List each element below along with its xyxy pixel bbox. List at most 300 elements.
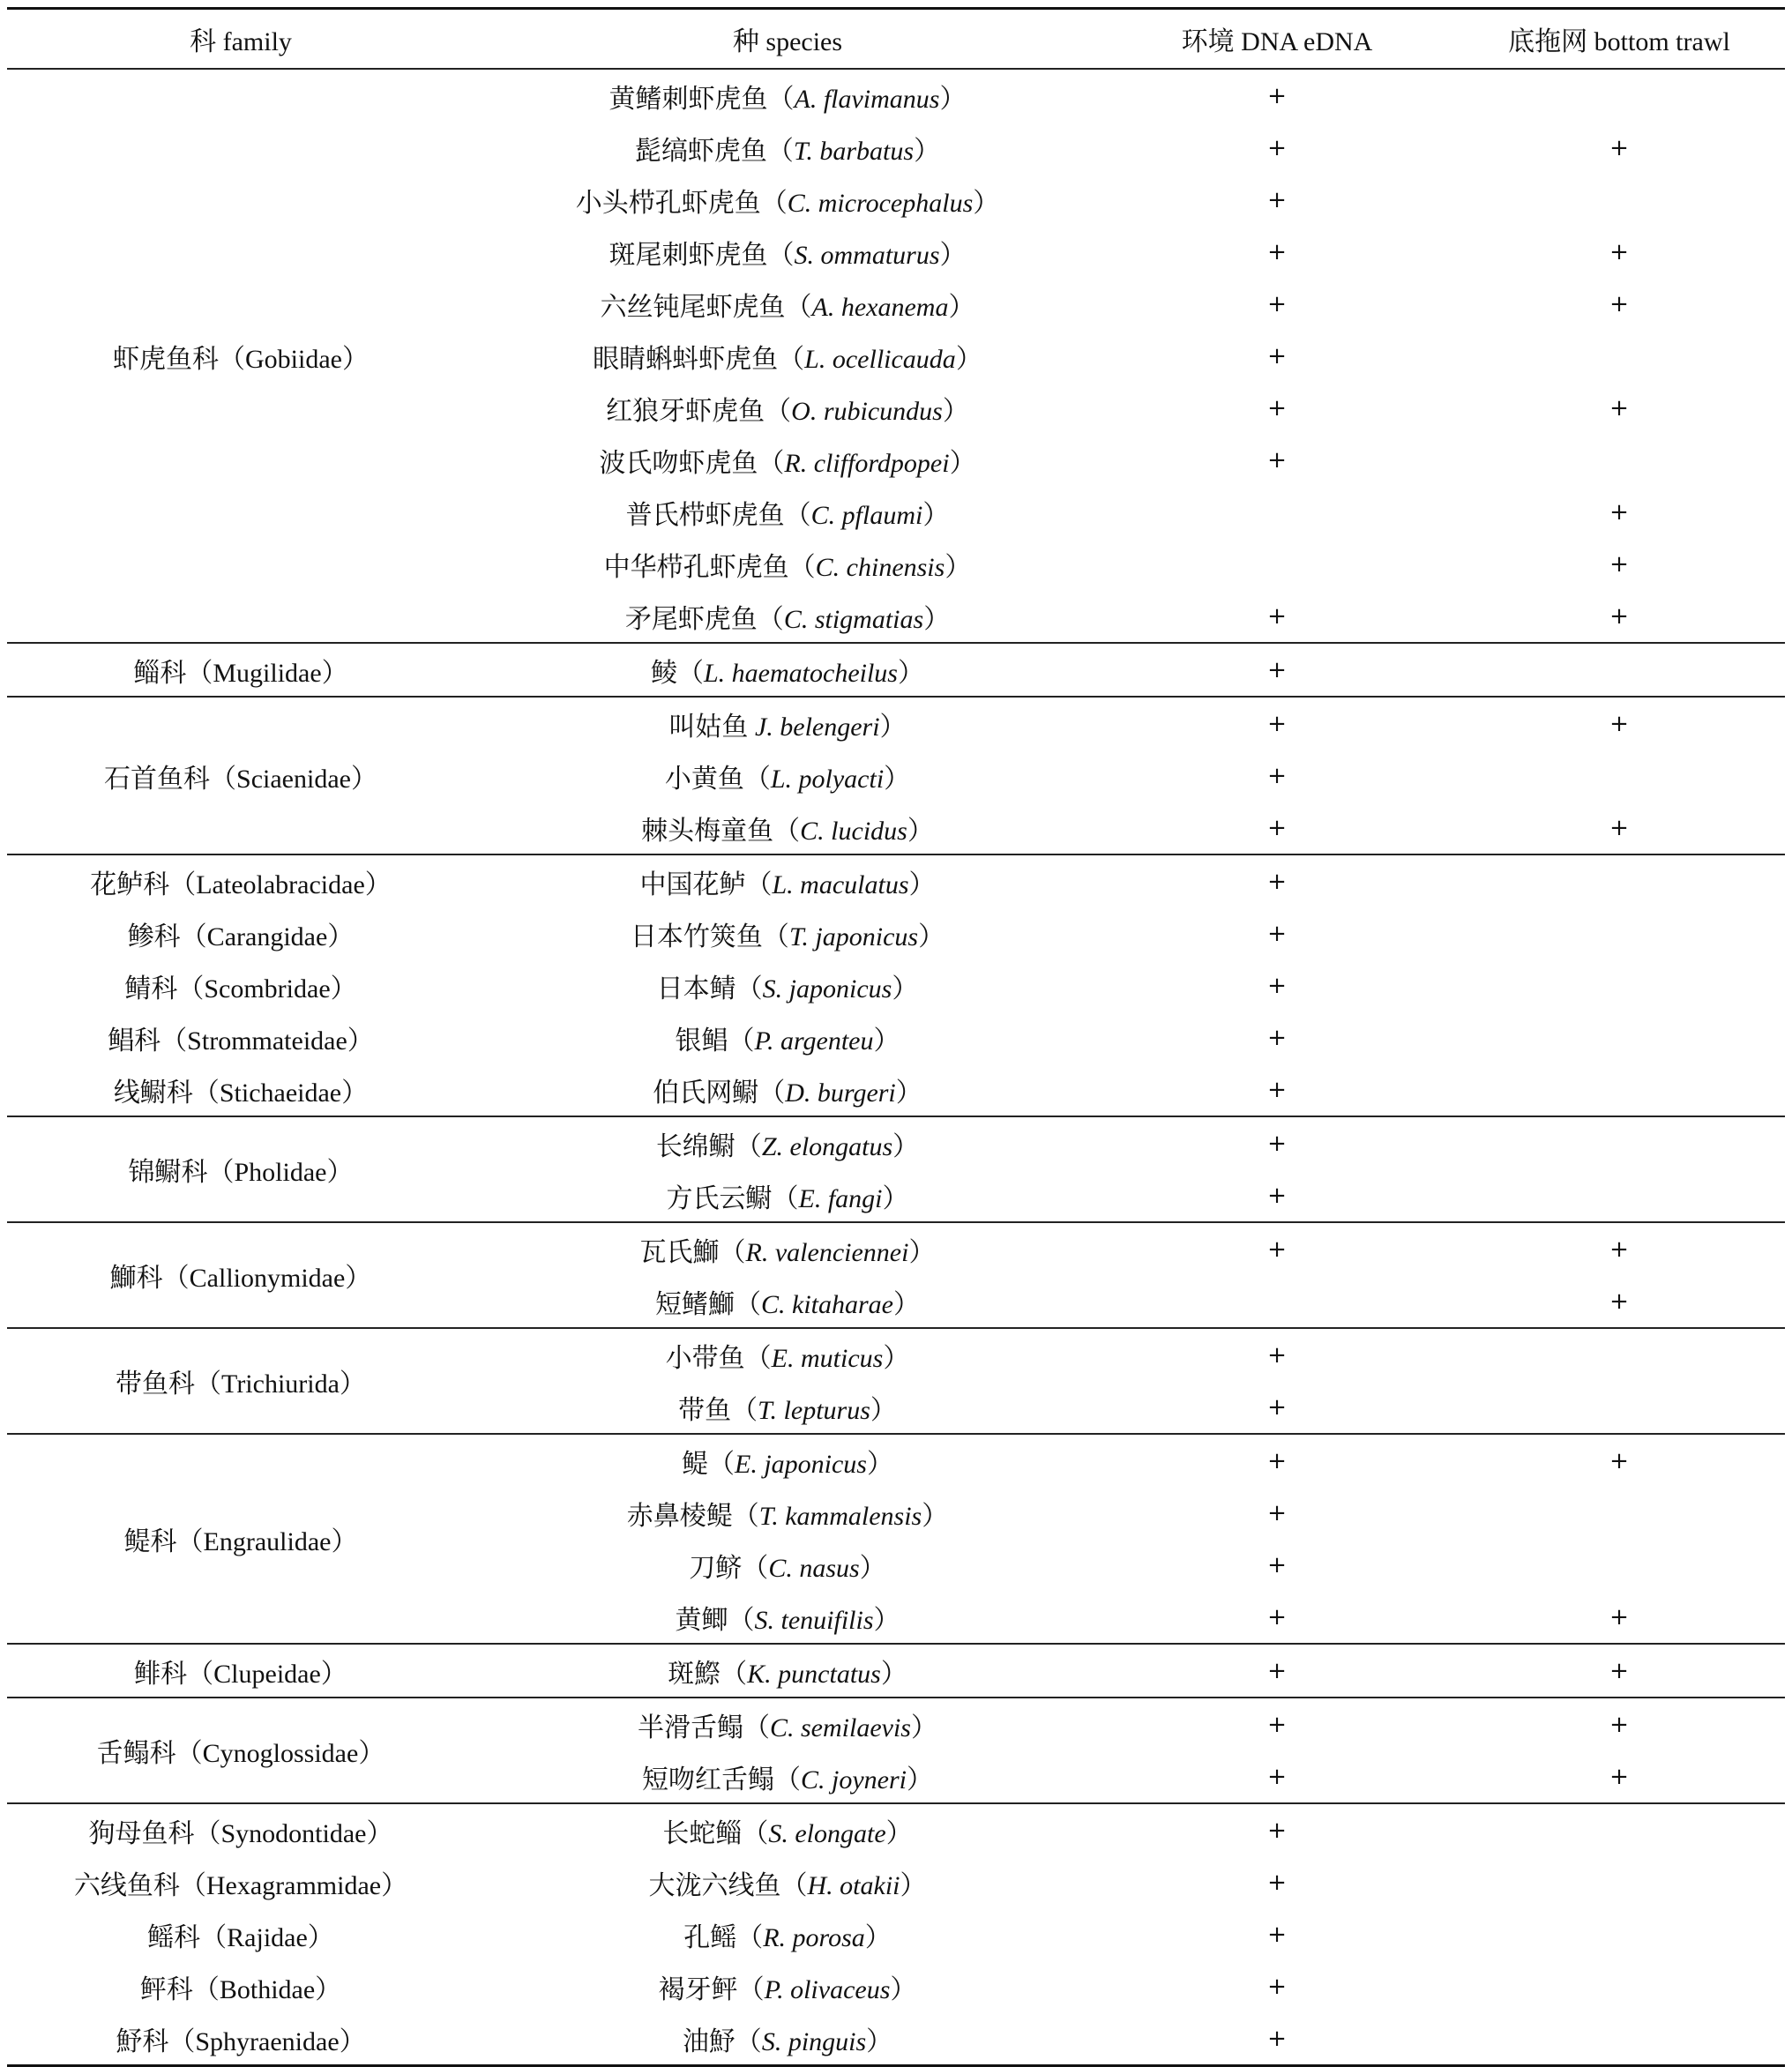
edna-mark: + [1267, 972, 1287, 999]
species-cell [474, 174, 1101, 226]
trawl-mark: + [1609, 134, 1629, 161]
trawl-mark [1453, 1116, 1785, 1169]
family-cell: 线鳚科（Stichaeidae） [113, 1078, 369, 1108]
species-close-paren: ） [873, 1026, 900, 1056]
species-chinese-name: 方氏云鳚（ [666, 1183, 799, 1213]
species-scientific-name: S. pinguis [761, 2026, 867, 2056]
species-table-document [7, 7, 1785, 2067]
species-chinese-name: 波氏吻虾虎鱼（ [599, 448, 785, 478]
trawl-mark: + [1609, 550, 1629, 578]
species-close-paren: ） [892, 974, 919, 1004]
header-species: 种 species [732, 27, 843, 56]
family-cell: 鰤科（Callionymidae） [7, 1222, 474, 1328]
trawl-mark [1453, 330, 1785, 382]
species-cell [474, 750, 1101, 802]
species-close-paren: ） [864, 1922, 892, 1952]
table-body [7, 69, 1785, 2066]
species-scientific-name: T. barbatus [793, 136, 915, 166]
species-name [601, 285, 975, 324]
species-name [656, 1124, 919, 1163]
species-close-paren: ） [900, 1870, 927, 1900]
species-cell [474, 2012, 1101, 2066]
species-close-paren: ） [939, 84, 967, 114]
species-name [683, 1915, 892, 1954]
species-scientific-name: C. chinensis [815, 552, 945, 582]
species-close-paren: ） [884, 764, 911, 794]
species-cell [474, 486, 1101, 538]
edna-mark: + [1267, 1921, 1287, 1948]
family-cell: 魣科（Sphyraenidae） [7, 2012, 474, 2066]
species-cell [474, 1487, 1101, 1539]
trawl-mark: + [1609, 238, 1629, 265]
species-chinese-name: 普氏栉虾虎鱼（ [625, 500, 811, 530]
edna-mark: + [1101, 1116, 1453, 1169]
edna-mark: + [1267, 1076, 1287, 1103]
species-chinese-name: 日本竹筴鱼（ [630, 922, 789, 951]
edna-mark: + [1267, 446, 1287, 474]
species-scientific-name: T. kammalensis [758, 1501, 922, 1531]
species-close-paren: ） [948, 292, 975, 322]
table-row [7, 1328, 1785, 1381]
species-name [668, 705, 906, 743]
species-chinese-name: 六丝钝尾虾虎鱼（ [600, 292, 812, 322]
family-cell: 鲻科（Mugilidae） [7, 643, 474, 697]
trawl-mark: + [1609, 1287, 1629, 1315]
trawl-mark [1453, 907, 1785, 959]
trawl-mark [1453, 2012, 1785, 2066]
family-cell: 狗母鱼科（Synodontidae） [7, 1803, 474, 1856]
table-row [7, 907, 1785, 959]
species-scientific-name: K. punctatus [747, 1659, 881, 1689]
species-cell [474, 1591, 1101, 1644]
species-name [642, 1757, 933, 1796]
species-name [655, 1282, 920, 1321]
species-close-paren: ） [890, 1974, 917, 2004]
trawl-mark [1453, 1856, 1785, 1908]
species-name [606, 389, 969, 428]
edna-mark: + [1267, 1499, 1287, 1526]
species-name [626, 493, 950, 532]
species-close-paren: ） [907, 1765, 933, 1795]
species-chinese-name: 小头栉孔虾虎鱼（ [575, 188, 788, 218]
species-cell [474, 643, 1101, 697]
species-name [640, 1230, 936, 1269]
edna-mark: + [1101, 1328, 1453, 1381]
species-cell [474, 434, 1101, 486]
edna-mark: + [1267, 394, 1287, 422]
species-close-paren: ） [880, 1659, 907, 1689]
table-row [7, 1908, 1785, 1960]
species-cell [474, 1169, 1101, 1222]
species-cell [474, 1803, 1101, 1856]
species-cell [474, 1063, 1101, 1116]
species-table [7, 7, 1785, 2067]
species-scientific-name: D. burgeri [785, 1078, 896, 1108]
species-cell [474, 1698, 1101, 1750]
species-cell [474, 959, 1101, 1011]
species-close-paren: ） [922, 1501, 949, 1531]
species-name [657, 966, 919, 1005]
trawl-mark: + [1609, 1603, 1629, 1630]
trawl-mark: + [1609, 394, 1629, 422]
family-cell: 六线鱼科（Hexagrammidae） [73, 1870, 408, 1900]
species-name [635, 129, 940, 168]
trawl-mark [1453, 1803, 1785, 1856]
edna-mark: + [1267, 186, 1287, 213]
species-close-paren: ） [897, 658, 924, 688]
species-close-paren: ） [923, 604, 951, 634]
species-scientific-name: P. argenteu [754, 1026, 874, 1056]
species-chinese-name: 髭缟虾虎鱼（ [634, 136, 794, 166]
header-row [7, 9, 1785, 70]
species-chinese-name: 红狼牙虾虎鱼（ [606, 396, 792, 426]
family-cell: 带鱼科（Trichiurida） [7, 1328, 474, 1434]
trawl-mark: + [1453, 1222, 1785, 1275]
species-cell [474, 1750, 1101, 1803]
species-close-paren: ） [973, 188, 1000, 218]
table-row [7, 1698, 1785, 1750]
edna-mark: + [1267, 920, 1287, 947]
family-cell: 鲭科（Scombridae） [124, 974, 357, 1004]
trawl-mark [1453, 1908, 1785, 1960]
species-cell [474, 854, 1101, 907]
species-scientific-name: E. fangi [798, 1183, 883, 1213]
trawl-mark [1453, 1487, 1785, 1539]
family-cell: 鳐科（Rajidae） [147, 1922, 334, 1952]
species-cell [474, 538, 1101, 590]
edna-mark: + [1267, 814, 1287, 841]
species-cell [474, 590, 1101, 643]
species-close-paren: ） [859, 1553, 886, 1583]
edna-mark: + [1101, 69, 1453, 122]
species-name [625, 597, 950, 636]
species-close-paren: ） [942, 396, 969, 426]
species-close-paren: ） [914, 136, 941, 166]
species-close-paren: ） [907, 816, 934, 846]
species-name [631, 914, 945, 953]
species-name [678, 1388, 897, 1427]
trawl-mark [1453, 750, 1785, 802]
species-chinese-name: 日本鲭（ [656, 974, 763, 1004]
species-cell [474, 1275, 1101, 1328]
species-scientific-name: S. japonicus [762, 974, 892, 1004]
edna-mark: + [1267, 1973, 1287, 2000]
species-chinese-name: 中华栉孔虾虎鱼（ [603, 552, 816, 582]
species-chinese-name: 鲮（ [651, 658, 704, 688]
species-scientific-name: L. haematocheilus [704, 658, 898, 688]
table-row [7, 1222, 1785, 1275]
species-chinese-name: 褐牙鲆（ [658, 1974, 765, 2004]
trawl-mark: + [1453, 1644, 1785, 1698]
species-close-paren: ） [866, 2026, 893, 2056]
trawl-mark: + [1609, 814, 1629, 841]
species-chinese-name: 矛尾虾虎鱼（ [624, 604, 784, 634]
species-close-paren: ） [908, 1237, 936, 1267]
species-cell [474, 1908, 1101, 1960]
species-chinese-name: 大泷六线鱼（ [648, 1870, 808, 1900]
edna-mark: + [1267, 1182, 1287, 1209]
species-chinese-name: 短鳍鰤（ [655, 1289, 761, 1319]
table-row [7, 1063, 1785, 1116]
edna-mark [1101, 1275, 1453, 1328]
trawl-mark: + [1453, 697, 1785, 750]
species-cell [474, 1644, 1101, 1698]
species-close-paren: ） [893, 1289, 920, 1319]
species-name [667, 1176, 909, 1215]
table-row [7, 1011, 1785, 1063]
species-scientific-name: J. belengeri [754, 712, 880, 742]
species-close-paren: ） [879, 712, 907, 742]
species-chinese-name: 斑尾刺虾虎鱼（ [609, 240, 795, 270]
header-edna: 环境 DNA eDNA [1181, 27, 1373, 56]
edna-mark: + [1101, 854, 1453, 907]
species-cell [474, 330, 1101, 382]
trawl-mark [1453, 854, 1785, 907]
species-scientific-name: S. elongate [768, 1818, 886, 1848]
species-name [682, 1442, 893, 1481]
species-close-paren: ） [873, 1605, 900, 1635]
species-name [599, 441, 975, 480]
edna-mark: + [1267, 134, 1287, 161]
species-close-paren: ） [867, 1449, 893, 1479]
edna-mark: + [1267, 1869, 1287, 1896]
species-name [676, 1019, 900, 1057]
edna-mark: + [1101, 1644, 1453, 1698]
species-chinese-name: 伯氏网鳚（ [653, 1078, 786, 1108]
species-cell [474, 697, 1101, 750]
species-chinese-name: 黄鲫（ [675, 1605, 755, 1635]
family-cell: 舌鳎科（Cynoglossidae） [7, 1698, 474, 1803]
species-close-paren: ） [892, 1131, 920, 1161]
trawl-mark [1453, 174, 1785, 226]
edna-mark: + [1267, 1551, 1287, 1578]
species-scientific-name: H. otakii [807, 1870, 900, 1900]
species-name [639, 862, 935, 901]
species-close-paren: ） [939, 240, 967, 270]
species-close-paren: ） [883, 1343, 910, 1373]
species-chinese-name: 眼睛蝌蚪虾虎鱼（ [593, 344, 805, 374]
edna-mark: + [1101, 643, 1453, 697]
species-cell [474, 1328, 1101, 1381]
species-cell [474, 1539, 1101, 1591]
header-trawl: 底拖网 bottom trawl [1508, 27, 1730, 56]
species-chinese-name: 瓦氏鰤（ [639, 1237, 746, 1267]
edna-mark: + [1101, 1698, 1453, 1750]
species-name [676, 1598, 900, 1637]
species-close-paren: ） [918, 922, 945, 951]
edna-mark: + [1267, 238, 1287, 265]
species-scientific-name: L. polyacti [770, 764, 885, 794]
species-name [609, 77, 967, 116]
species-chinese-name: 棘头梅童鱼（ [641, 816, 801, 846]
species-scientific-name: R. porosa [763, 1922, 865, 1952]
edna-mark: + [1267, 1763, 1287, 1790]
species-scientific-name: C. joyneri [801, 1765, 907, 1795]
table-row [7, 69, 1785, 122]
species-name [649, 1863, 927, 1902]
edna-mark [1101, 486, 1453, 538]
trawl-mark: + [1609, 602, 1629, 630]
species-scientific-name: C. kitaharae [761, 1289, 893, 1319]
edna-mark: + [1267, 1603, 1287, 1630]
species-chinese-name: 小黄鱼（ [664, 764, 771, 794]
species-name [659, 1967, 917, 2006]
species-scientific-name: R. cliffordpopei [784, 448, 950, 478]
table-row [7, 1644, 1785, 1698]
edna-mark: + [1267, 762, 1287, 789]
species-scientific-name: P. olivaceus [764, 1974, 891, 2004]
species-cell [474, 1381, 1101, 1434]
species-chinese-name: 半滑舌鳎（ [638, 1713, 770, 1742]
species-chinese-name: 赤鼻棱鳀（ [626, 1501, 759, 1531]
species-cell [474, 907, 1101, 959]
trawl-mark [1453, 1328, 1785, 1381]
species-cell [474, 1222, 1101, 1275]
trawl-mark [1453, 643, 1785, 697]
trawl-mark [1453, 1539, 1785, 1591]
species-name [627, 1494, 948, 1533]
table-row [7, 1960, 1785, 2012]
species-close-paren: ） [910, 1713, 937, 1742]
trawl-mark [1453, 1063, 1785, 1116]
trawl-mark [1453, 1960, 1785, 2012]
species-name [576, 181, 1000, 220]
trawl-mark: + [1609, 1763, 1629, 1790]
species-scientific-name: E. japonicus [735, 1449, 867, 1479]
species-name [638, 1705, 937, 1744]
species-close-paren: ） [870, 1395, 897, 1425]
species-name [651, 651, 924, 690]
species-cell [474, 1116, 1101, 1169]
family-cell: 花鲈科（Lateolabracidae） [7, 854, 474, 907]
edna-mark: + [1267, 602, 1287, 630]
species-close-paren: ） [949, 448, 976, 478]
species-name [689, 1546, 885, 1585]
species-cell [474, 802, 1101, 854]
table-row [7, 1116, 1785, 1169]
species-close-paren: ） [895, 1078, 922, 1108]
table-row [7, 1803, 1785, 1856]
species-chinese-name: 孔鳐（ [683, 1922, 764, 1952]
species-chinese-name: 油魣（ [682, 2026, 762, 2056]
species-cell [474, 1011, 1101, 1063]
species-scientific-name: C. nasus [768, 1553, 860, 1583]
species-close-paren: ） [908, 869, 936, 899]
family-cell: 鲹科（Carangidae） [127, 922, 355, 951]
trawl-mark [1453, 434, 1785, 486]
species-name [641, 809, 934, 847]
species-chinese-name: 叫姑鱼 [668, 712, 755, 742]
species-scientific-name: C. pflaumi [810, 500, 923, 530]
species-chinese-name: 长绵鳚（ [655, 1131, 762, 1161]
species-scientific-name: T. japonicus [788, 922, 919, 951]
species-cell [474, 122, 1101, 174]
edna-mark: + [1101, 697, 1453, 750]
edna-mark: + [1267, 290, 1287, 317]
trawl-mark: + [1609, 290, 1629, 317]
species-cell [474, 278, 1101, 330]
species-scientific-name: C. microcephalus [787, 188, 974, 218]
species-name [653, 1071, 922, 1109]
family-cell: 鲆科（Bothidae） [139, 1974, 342, 2004]
species-scientific-name: L. ocellicauda [804, 344, 956, 374]
species-cell [474, 1434, 1101, 1487]
table-row [7, 643, 1785, 697]
species-name [609, 233, 966, 272]
species-scientific-name: C. semilaevis [770, 1713, 911, 1742]
species-close-paren: ） [945, 552, 972, 582]
species-cell [474, 226, 1101, 278]
species-name [604, 545, 972, 584]
trawl-mark [1453, 959, 1785, 1011]
species-cell [474, 382, 1101, 434]
table-header [7, 9, 1785, 70]
edna-mark: + [1101, 1222, 1453, 1275]
species-chinese-name: 鳀（ [682, 1449, 735, 1479]
species-chinese-name: 小带鱼（ [665, 1343, 772, 1373]
species-chinese-name: 银鲳（ [675, 1026, 755, 1056]
species-name [668, 1652, 907, 1690]
trawl-mark: + [1453, 1434, 1785, 1487]
species-scientific-name: Z. elongatus [761, 1131, 893, 1161]
species-scientific-name: R. valenciennei [745, 1237, 909, 1267]
table-row [7, 1856, 1785, 1908]
species-cell [474, 1856, 1101, 1908]
trawl-mark [1453, 69, 1785, 122]
species-name [666, 1336, 910, 1375]
family-cell: 石首鱼科（Sciaenidae） [7, 697, 474, 854]
edna-mark: + [1267, 1024, 1287, 1051]
table-row [7, 959, 1785, 1011]
species-scientific-name: O. rubicundus [791, 396, 943, 426]
species-scientific-name: C. lucidus [800, 816, 907, 846]
trawl-mark [1453, 1381, 1785, 1434]
species-close-paren: ） [955, 344, 982, 374]
edna-mark: + [1101, 2012, 1453, 2066]
edna-mark [1101, 538, 1453, 590]
header-family: 科 family [190, 27, 292, 56]
species-close-paren: ） [882, 1183, 909, 1213]
family-cell: 虾虎鱼科（Gobiidae） [7, 69, 474, 643]
species-chinese-name: 长蛇鲻（ [662, 1818, 769, 1848]
species-scientific-name: S. tenuifilis [754, 1605, 874, 1635]
species-chinese-name: 中国花鲈（ [639, 869, 773, 899]
species-chinese-name: 带鱼（ [678, 1395, 758, 1425]
species-chinese-name: 斑鰶（ [668, 1659, 748, 1689]
species-close-paren: ） [885, 1818, 913, 1848]
species-scientific-name: L. maculatus [772, 869, 909, 899]
species-scientific-name: T. lepturus [758, 1395, 870, 1425]
species-cell [474, 1960, 1101, 2012]
species-scientific-name: A. hexanema [811, 292, 949, 322]
trawl-mark [1453, 1169, 1785, 1222]
species-scientific-name: E. muticus [771, 1343, 884, 1373]
trawl-mark [1453, 1011, 1785, 1063]
species-scientific-name: C. stigmatias [783, 604, 924, 634]
species-name [665, 757, 910, 795]
family-cell: 鲱科（Clupeidae） [7, 1644, 474, 1698]
table-row [7, 1434, 1785, 1487]
edna-mark: + [1267, 342, 1287, 369]
edna-mark: + [1101, 1434, 1453, 1487]
species-close-paren: ） [922, 500, 950, 530]
species-chinese-name: 短吻红舌鳎（ [642, 1765, 801, 1795]
family-cell: 鲳科（Strommateidae） [108, 1026, 374, 1056]
family-cell: 锦鳚科（Pholidae） [7, 1116, 474, 1222]
family-cell: 鳀科（Engraulidae） [7, 1434, 474, 1644]
species-name [683, 2019, 892, 2058]
species-chinese-name: 黄鳍刺虾虎鱼（ [609, 84, 795, 114]
